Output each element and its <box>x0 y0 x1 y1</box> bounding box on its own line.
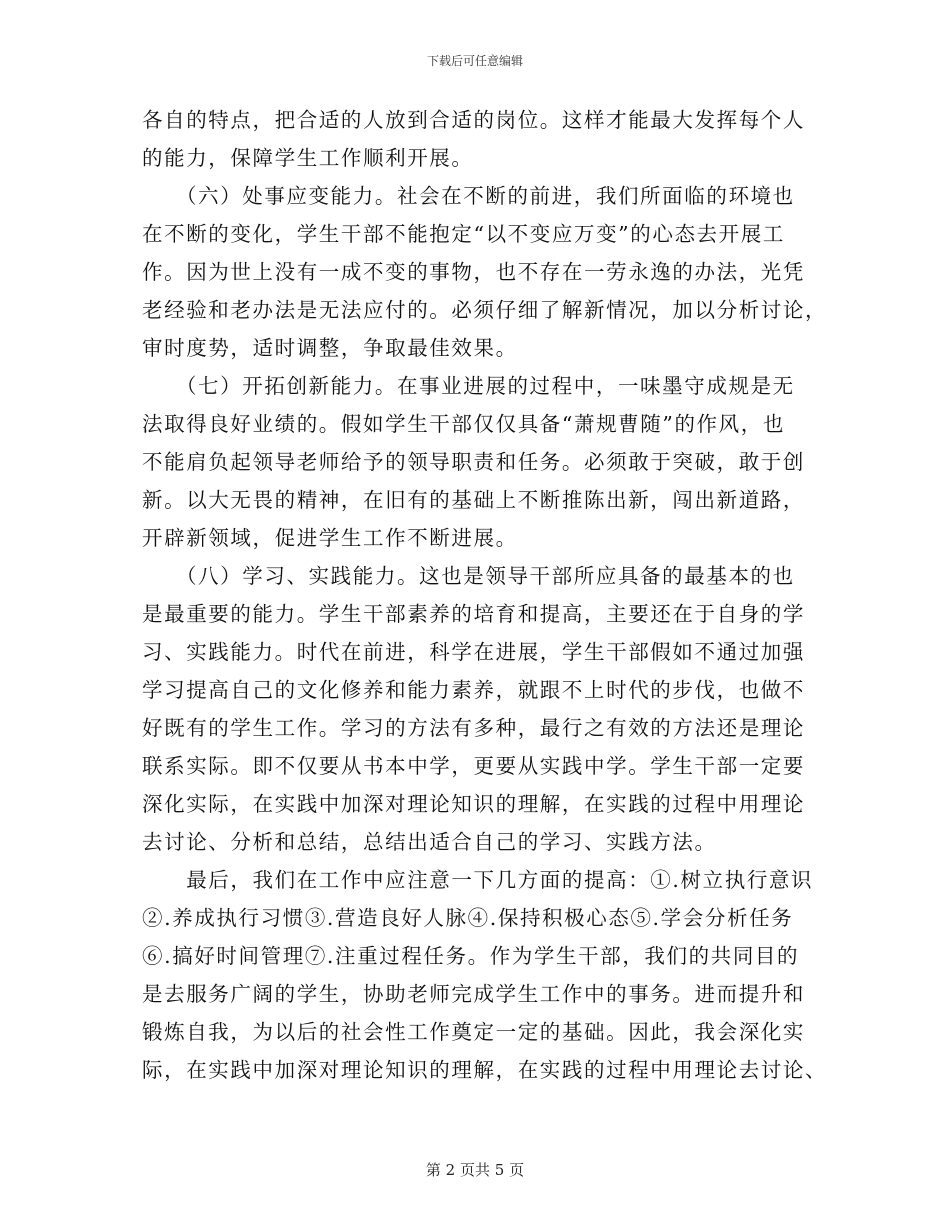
text-line: 是最重要的能力。学生干部素养的培育和提高，主要还在于自身的学 <box>142 602 805 626</box>
text-line: 联系实际。即不仅要从书本中学，更要从实践中学。学生干部一定要 <box>142 754 805 778</box>
page-number-footer: 第 2 页共 5 页 <box>425 1161 525 1179</box>
text-line: ⑥.搞好时间管理⑦.注重过程任务。作为学生干部，我们的共同目的 <box>142 944 800 968</box>
text-line: （八）学习、实践能力。这也是领导干部所应具备的最基本的也 <box>142 564 795 588</box>
text-line: 学习提高自己的文化修养和能力素养，就跟不上时代的步伐，也做不 <box>142 678 805 702</box>
text-line: 习、实践能力。时代在前进，科学在进展，学生干部假如不通过加强 <box>142 640 805 664</box>
text-line: ②.养成执行习惯③.营造良好人脉④.保持积极心态⑤.学会分析任务 <box>142 906 794 930</box>
text-line: 各自的特点，把合适的人放到合适的岗位。这样才能最大发挥每个人 <box>142 108 805 132</box>
text-line: 审时度势，适时调整，争取最佳效果。 <box>142 336 518 360</box>
text-line: 锻炼自我，为以后的社会性工作奠定一定的基础。因此，我会深化实 <box>142 1020 805 1044</box>
text-line: 好既有的学生工作。学习的方法有多种，最行之有效的方法还是理论 <box>142 716 805 740</box>
page-header: 下载后可任意编辑 <box>426 54 523 68</box>
text-line: 老经验和老办法是无法应付的。必须仔细了解新情况，加以分析讨论， <box>142 298 828 322</box>
text-line: 的能力，保障学生工作顺利开展。 <box>142 146 474 170</box>
text-line: （六）处事应变能力。社会在不断的前进，我们所面临的环境也 <box>142 184 795 208</box>
document-body <box>142 101 828 1089</box>
text-line: （七）开拓创新能力。在事业进展的过程中，一味墨守成规是无 <box>142 374 795 398</box>
text-line: 新。以大无畏的精神，在旧有的基础上不断推陈出新，闯出新道路， <box>142 488 805 512</box>
text-line: 开辟新领域，促进学生工作不断进展。 <box>142 526 518 550</box>
text-line: 不能肩负起领导老师给予的领导职责和任务。必须敢于突破，敢于创 <box>142 450 805 474</box>
text-line: 去讨论、分析和总结，总结出适合自己的学习、实践方法。 <box>142 830 717 854</box>
text-line: 是去服务广阔的学生，协助老师完成学生工作中的事务。进而提升和 <box>142 982 805 1006</box>
text-line: 法取得良好业绩的。假如学生干部仅仅具备“萧规曹随”的作风，也 <box>142 412 785 436</box>
text-line: 在不断的变化，学生干部不能抱定“以不变应万变”的心态去开展工 <box>142 222 785 246</box>
text-line: 作。因为世上没有一成不变的事物，也不存在一劳永逸的办法，光凭 <box>142 260 805 284</box>
text-line: 最后，我们在工作中应注意一下几方面的提高：①.树立执行意识 <box>142 868 814 892</box>
text-line: 深化实际，在实践中加深对理论知识的理解，在实践的过程中用理论 <box>142 792 805 816</box>
text-line: 际，在实践中加深对理论知识的理解，在实践的过程中用理论去讨论、 <box>142 1058 828 1082</box>
